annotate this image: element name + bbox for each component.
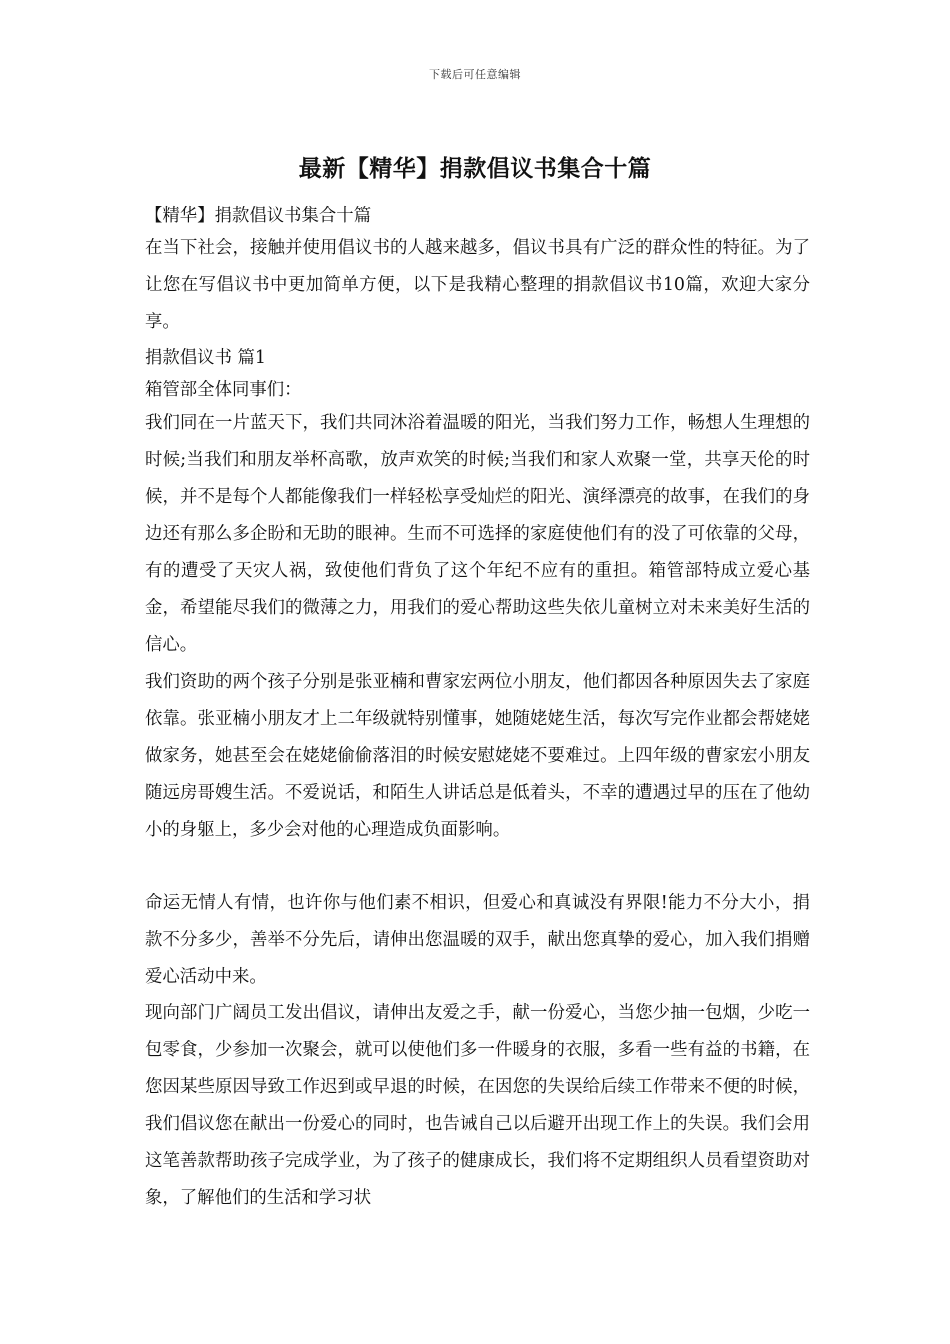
- salutation: 箱管部全体同事们：: [145, 380, 302, 400]
- body-paragraph: 我们资助的两个孩子分别是张亚楠和曹家宏两位小朋友，他们都因各种原因失去了家庭依靠。张亚楠小朋友才上二年级就特别懂事，她随姥姥生活，每次写完作业都会帮姥姥做家务，她甚至会在姥姥偷偷落泪的时候安慰姥姥不要难过。上四年级的曹家宏小朋友随远房哥嫂生活。不爱说话，和陌生人讲话总是低着头，不幸的遭遇过早的压在了他幼小的身躯上，多少会对他的心理造成负面影响。: [145, 672, 810, 840]
- header-note: 下载后可任意编辑: [429, 68, 521, 81]
- subtitle-paragraph: 【精华】捐款倡议书集合十篇: [145, 206, 372, 226]
- section-heading: 捐款倡议书 篇1: [145, 348, 266, 368]
- intro-paragraph: 在当下社会，接触并使用倡议书的人越来越多，倡议书具有广泛的群众性的特征。为了让您在写倡议书中更加简单方便，以下是我精心整理的捐款倡议书10篇，欢迎大家分享。: [145, 238, 810, 332]
- body-paragraph: 现向部门广阔员工发出倡议，请伸出友爱之手，献一份爱心，当您少抽一包烟，少吃一包零食，少参加一次聚会，就可以使他们多一件暖身的衣服，多看一些有益的书籍，在您因某些原因导致工作迟到或早退的时候，在因您的失误给后续工作带来不便的时候，我们倡议您在献出一份爱心的同时，也告诫自己以后避开出现工作上的失误。我们会用这笔善款帮助孩子完成学业，为了孩子的健康成长，我们将不定期组织人员看望资助对象，了解他们的生活和学习状: [145, 1003, 810, 1208]
- body-paragraph: 我们同在一片蓝天下，我们共同沐浴着温暖的阳光，当我们努力工作，畅想人生理想的时候;当我们和朋友举杯高歌，放声欢笑的时候;当我们和家人欢聚一堂，共享天伦的时候，并不是每个人都能像我们一样轻松享受灿烂的阳光、演绎漂亮的故事，在我们的身边还有那么多企盼和无助的眼神。生而不可选择的家庭使他们有的没了可依靠的父母，有的遭受了天灾人祸，致使他们背负了这个年纪不应有的重担。箱管部特成立爱心基金，希望能尽我们的微薄之力，用我们的爱心帮助这些失依儿童树立对未来美好生活的信心。: [145, 413, 810, 655]
- document-title: 最新【精华】捐款倡议书集合十篇: [298, 155, 652, 182]
- body-paragraph: 命运无情人有情，也许你与他们素不相识，但爱心和真诚没有界限!能力不分大小，捐款不分多少，善举不分先后，请伸出您温暖的双手，献出您真挚的爱心，加入我们捐赠爱心活动中来。: [145, 893, 810, 987]
